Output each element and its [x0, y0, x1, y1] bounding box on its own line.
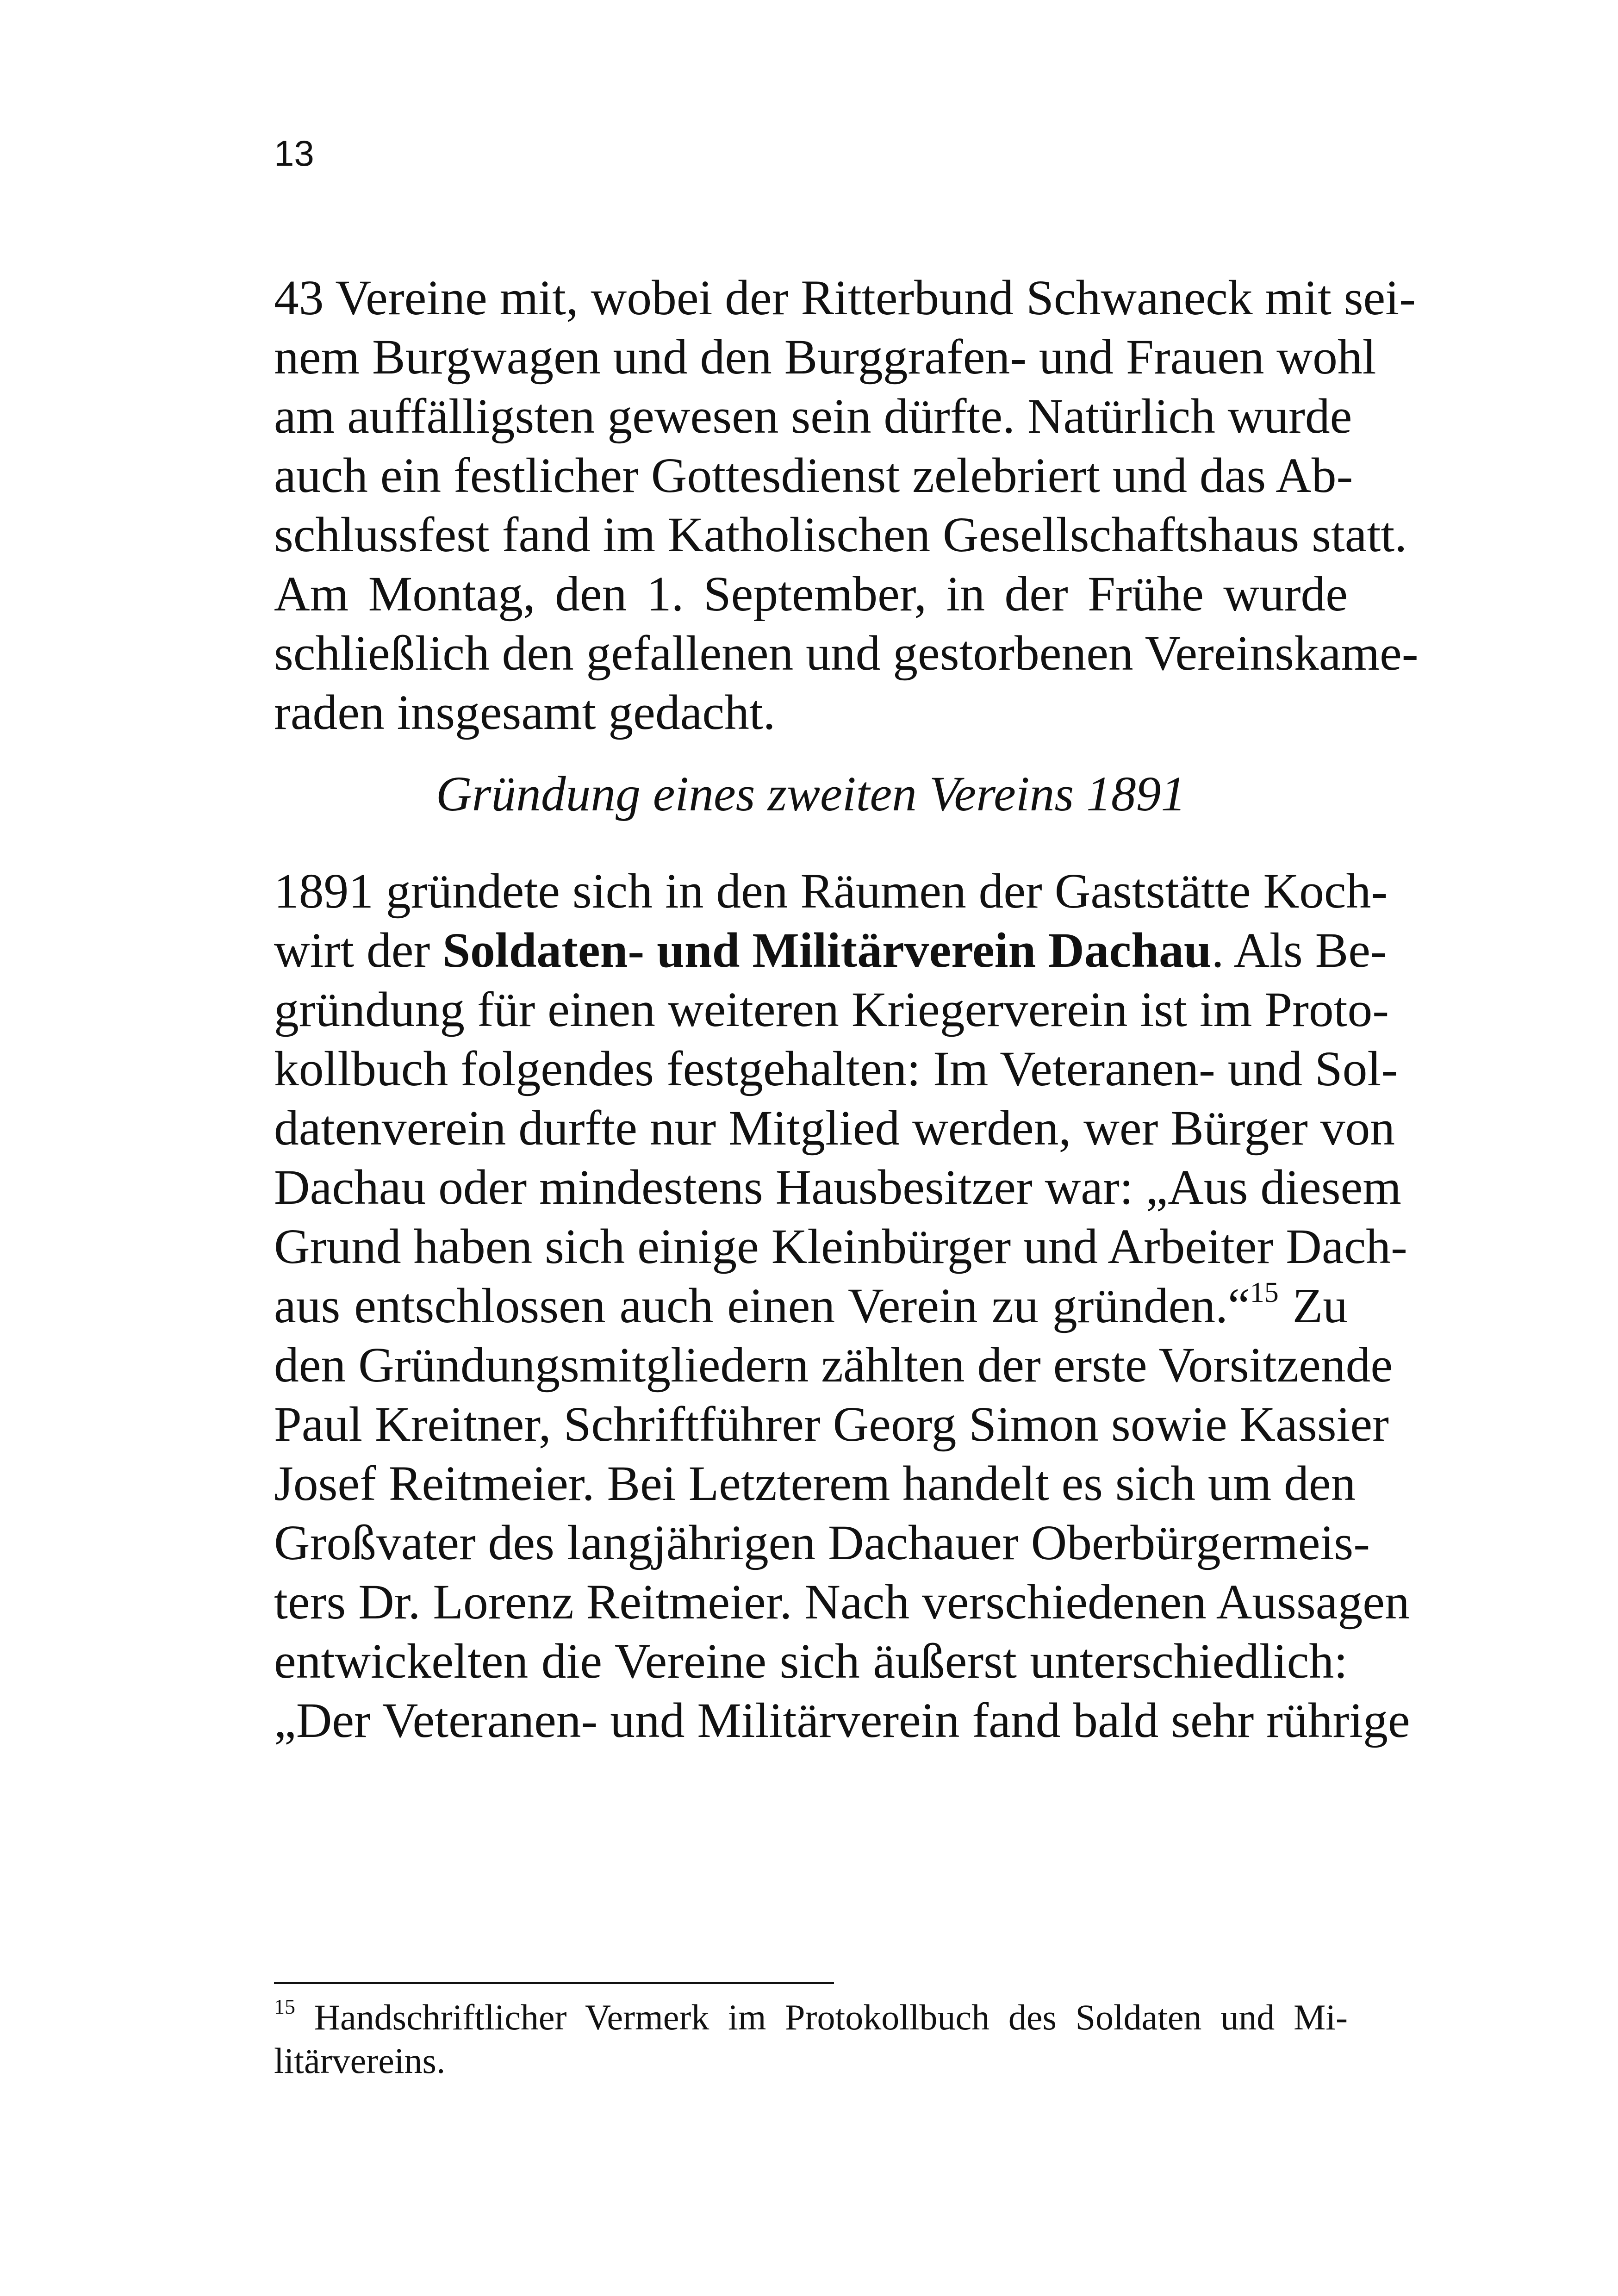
footnote-line: litärvereins.: [274, 2041, 446, 2081]
footnote-separator: [274, 1982, 834, 1984]
text-line: „Der Veteranen- und Militärverein fand bald sehr rührige: [274, 1693, 1410, 1748]
text-line: Großvater des langjährigen Dachauer Oberbürgermeis-: [274, 1515, 1370, 1570]
text-segment: wirt der: [274, 923, 443, 978]
text-line: am auffälligsten gewesen sein dürfte. Natürlich wurde: [274, 389, 1352, 444]
paragraph-founding: [274, 862, 1410, 1750]
text-line: gründung für einen weiteren Kriegerverein ist im Proto-: [274, 982, 1389, 1037]
text-line: [274, 921, 1387, 980]
text-line: [274, 1276, 1348, 1336]
footnote-line: [274, 1996, 1348, 2039]
text-line: auch ein festlicher Gottesdienst zelebriert und das Ab-: [274, 448, 1353, 503]
text-line: Am Montag, den 1. September, in der Frühe wurde: [274, 566, 1348, 622]
text-line: ters Dr. Lorenz Reitmeier. Nach verschiedenen Aussagen: [274, 1574, 1410, 1630]
text-line: Grund haben sich einige Kleinbürger und Arbeiter Dach-: [274, 1219, 1407, 1274]
text-line: raden insgesamt gedacht.: [274, 685, 776, 740]
text-line: schlussfest fand im Katholischen Gesellschaftshaus statt.: [274, 507, 1407, 562]
footnote-reference: 15: [1250, 1277, 1279, 1308]
text-line: 1891 gründete sich in den Räumen der Gaststätte Koch-: [274, 864, 1388, 919]
text-line: datenverein durfte nur Mitglied werden, wer Bürger von: [274, 1101, 1395, 1156]
section-heading: Gründung eines zweiten Vereins 1891: [436, 766, 1186, 821]
text-segment: aus entschlossen auch einen Verein zu gründen.“: [274, 1278, 1250, 1333]
text-line: schließlich den gefallenen und gestorbenen Vereinskame-: [274, 626, 1419, 681]
footnote-number: 15: [274, 1995, 295, 2018]
text-segment: . Als Be-: [1211, 923, 1387, 978]
text-line: Dachau oder mindestens Hausbesitzer war: „Aus diesem: [274, 1160, 1401, 1215]
text-line: nem Burgwagen und den Burggrafen- und Frauen wohl: [274, 330, 1376, 385]
text-line: Josef Reitmeier. Bei Letzterem handelt es sich um den: [274, 1456, 1356, 1511]
text-line: kollbuch folgendes festgehalten: Im Veteranen- und Sol-: [274, 1041, 1398, 1096]
text-line: 43 Vereine mit, wobei der Ritterbund Schwaneck mit sei-: [274, 270, 1416, 325]
footnote: [274, 1996, 1348, 2083]
text-line: entwickelten die Vereine sich äußerst unterschiedlich:: [274, 1634, 1348, 1689]
page-number: 13: [274, 133, 314, 174]
text-segment: Zu: [1278, 1278, 1348, 1333]
text-line: Paul Kreitner, Schriftführer Georg Simon sowie Kassier: [274, 1397, 1389, 1452]
footnote-text: Handschriftlicher Vermerk im Protokollbuch des Soldaten und Mi-: [295, 1997, 1348, 2037]
text-line: den Gründungsmitgliedern zählten der erste Vorsitzende: [274, 1338, 1393, 1393]
association-name: Soldaten- und Militärverein Dachau: [442, 923, 1212, 978]
paragraph-continued: [274, 268, 1419, 742]
